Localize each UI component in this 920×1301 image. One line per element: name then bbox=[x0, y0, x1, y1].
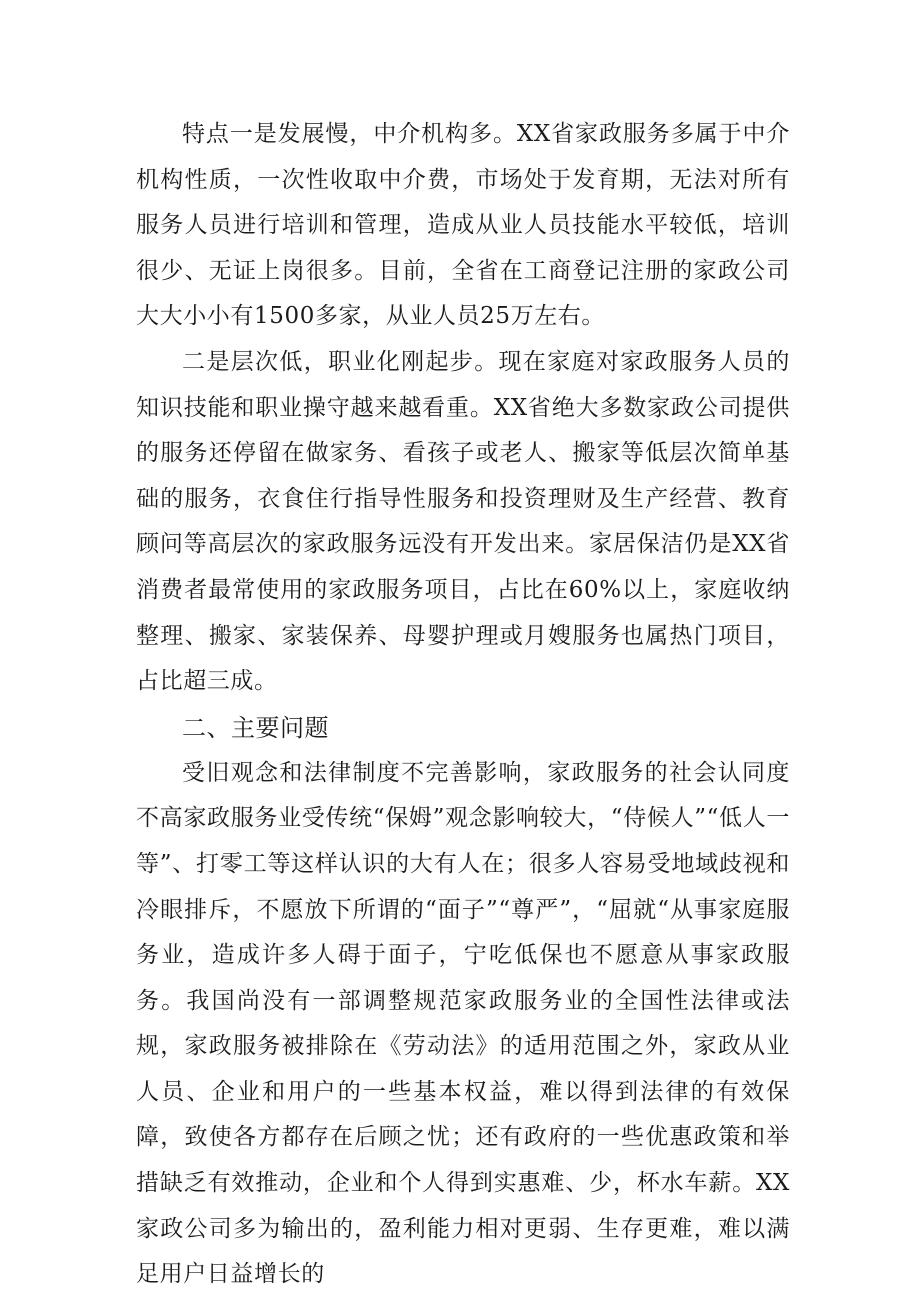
document-page bbox=[136, 112, 790, 1298]
body-paragraph: 二是层次低，职业化刚起步。现在家庭对家政服务人员的知识技能和职业操守越来越看重。XX省绝大多数家政公司提供的服务还停留在做家务、看孩子或老人、搬家等低层次简单基础的服务，衣食住行指导性服务和投资理财及生产经营、教育顾问等高层次的家政服务远没有开发出来。家居保洁仍是XX省消费者最常使用的家政服务项目，占比在60%以上，家庭收纳整理、搬家、家装保养、母婴护理或月嫂服务也属热门项目，占比超三成。 bbox=[136, 348, 790, 695]
body-paragraph: 特点一是发展慢，中介机构多。XX省家政服务多属于中介机构性质，一次性收取中介费，市场处于发育期，无法对所有服务人员进行培训和管理，造成从业人员技能水平较低，培训很少、无证上岗很多。目前，全省在工商登记注册的家政公司大大小小有1500多家，从业人员25万左右。 bbox=[136, 121, 790, 330]
section-heading: 二、主要问题 bbox=[182, 713, 329, 742]
body-paragraph: 受旧观念和法律制度不完善影响，家政服务的社会认同度不高家政服务业受传统“保姆”观念影响较大，“侍候人”“低人一等”、打零工等这样认识的大有人在；很多人容易受地域歧视和冷眼排斥，不愿放下所谓的“面子”“尊严”，“屈就“从事家庭服务业，造成许多人碍于面子，宁吃低保也不愿意从事家政服务。我国尚没有一部调整规范家政服务业的全国性法律或法规，家政服务被排除在《劳动法》的适用范围之外，家政从业人员、企业和用户的一些基本权益，难以得到法律的有效保障，致使各方都存在后顾之忧；还有政府的一些优惠政策和举措缺乏有效推动，企业和个人得到实惠难、少，杯水车薪。XX家政公司多为输出的，盈利能力相对更弱、生存更难，难以满足用户日益增长的 bbox=[136, 759, 790, 1288]
